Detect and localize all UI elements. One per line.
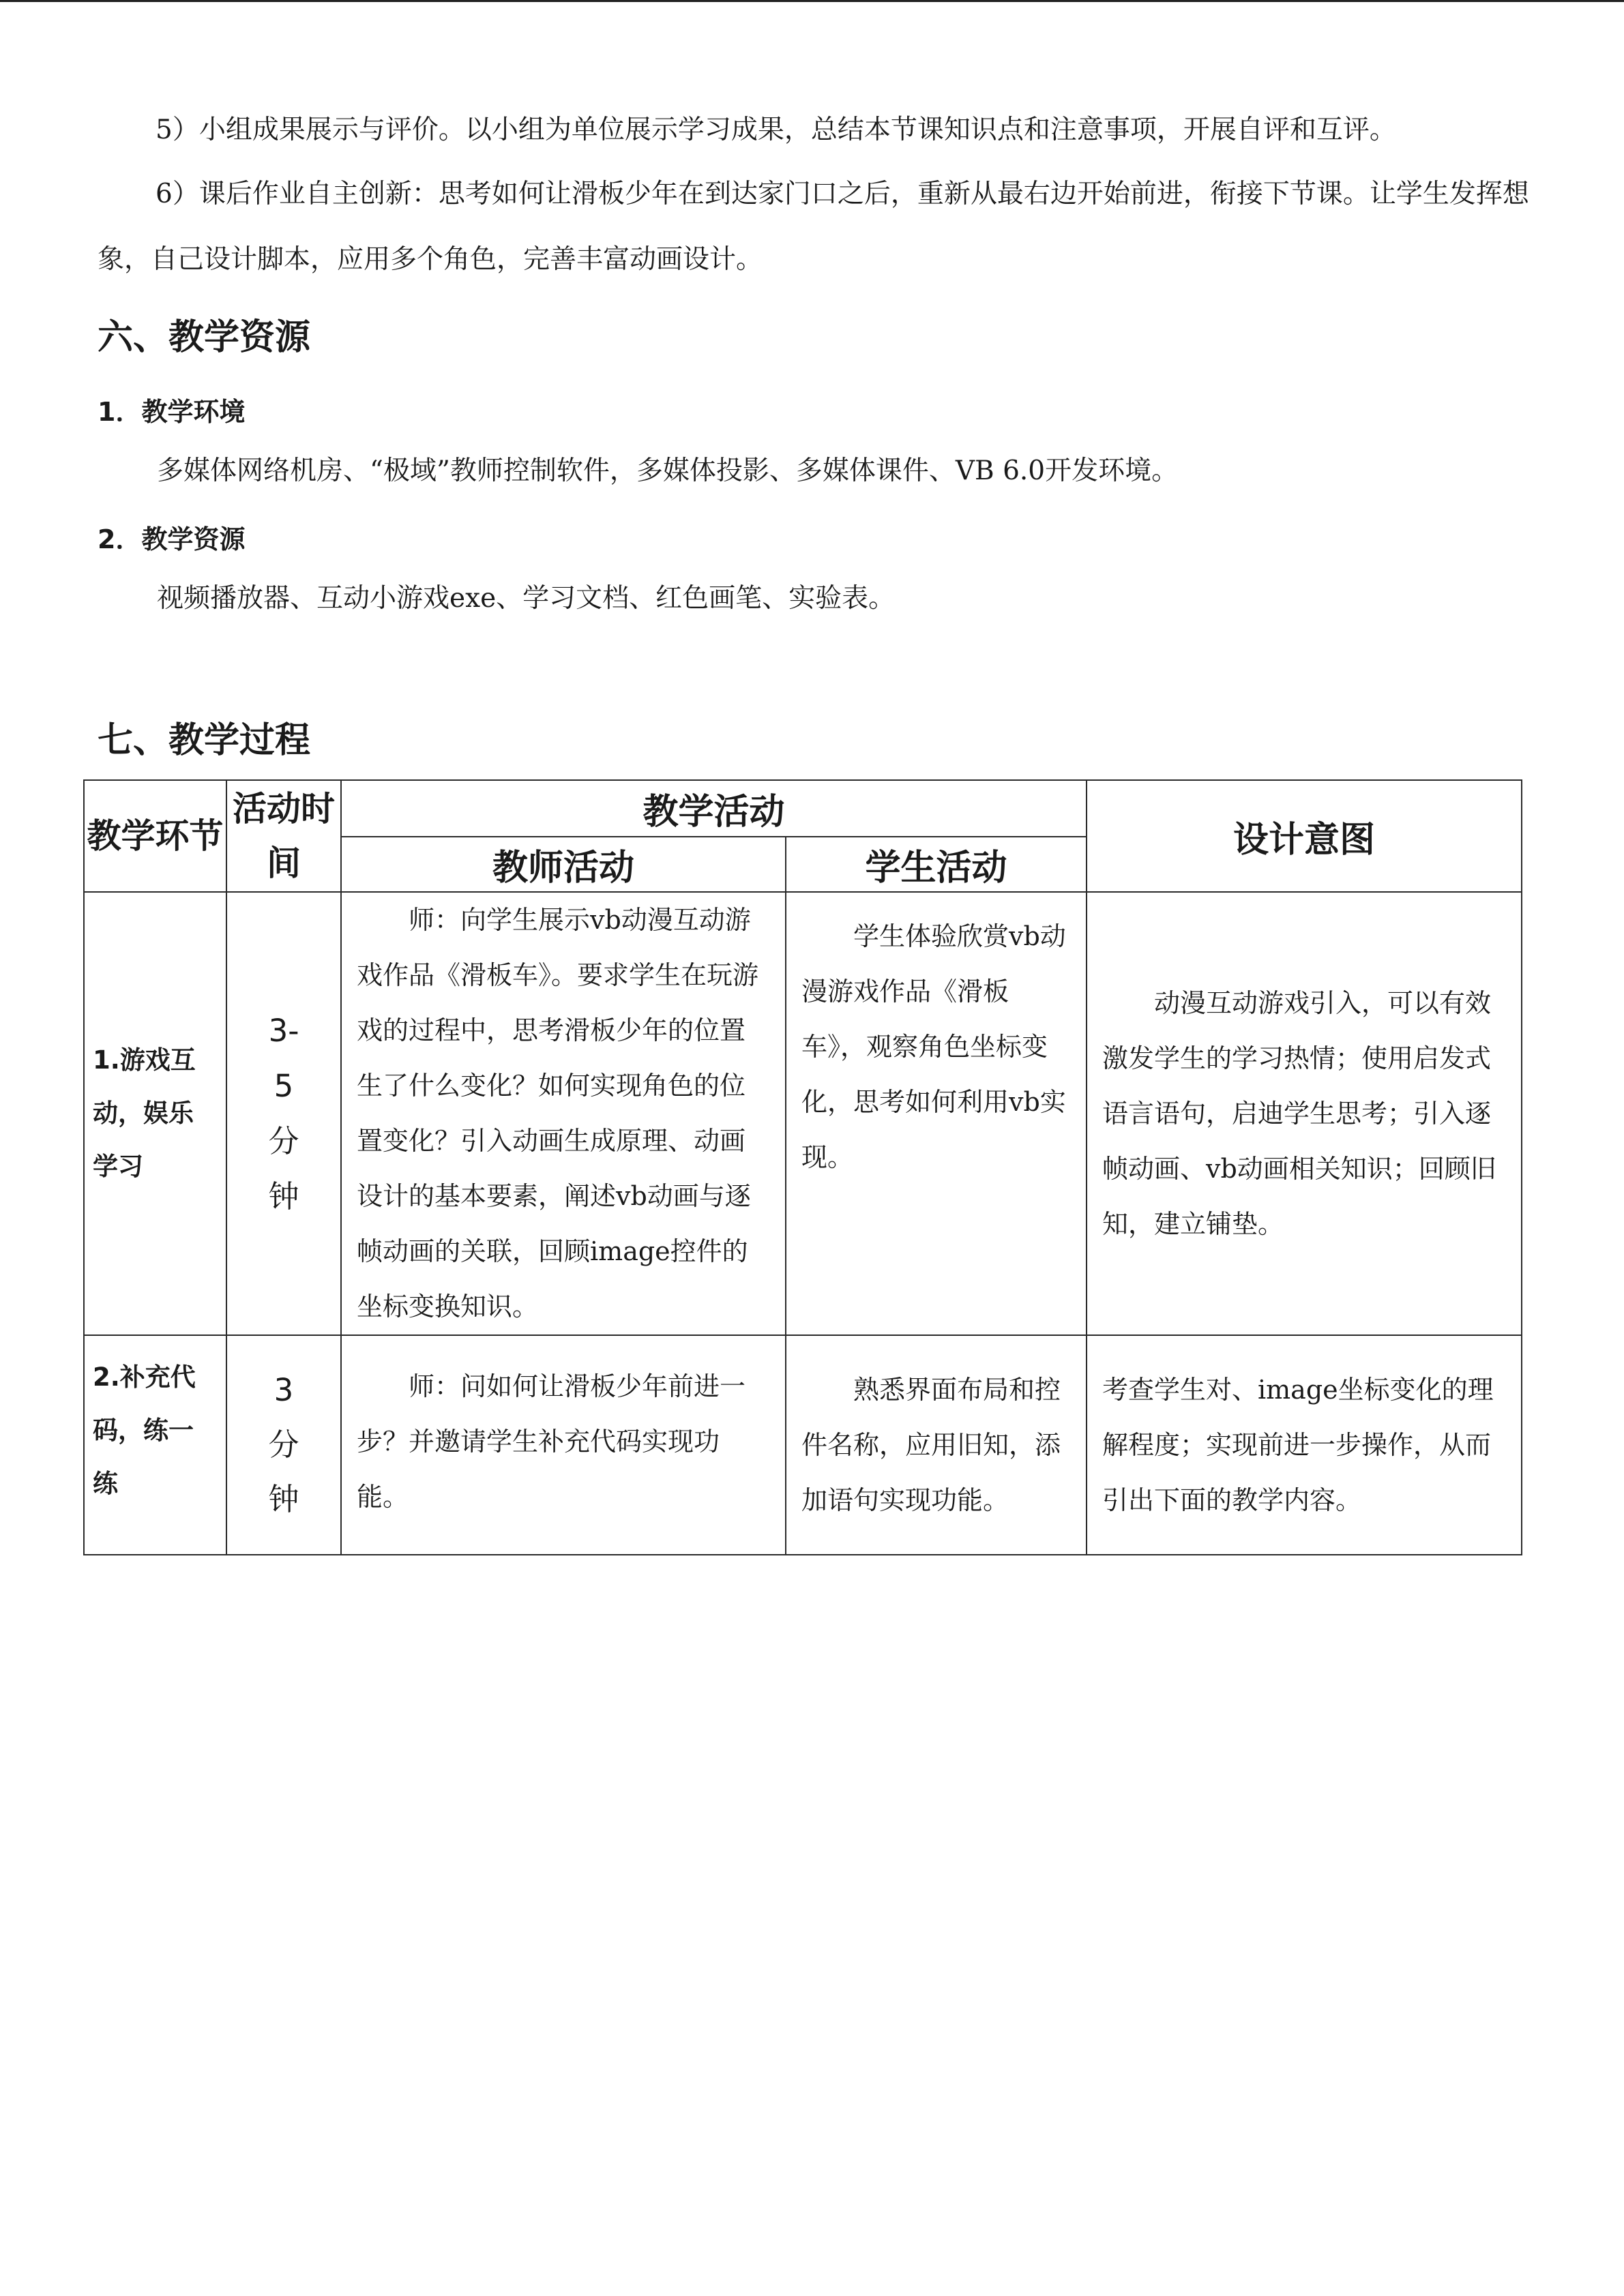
row1-teacher-text: 师：向学生展示vb动漫互动游戏作品《滑板车》。要求学生在玩游戏的过程中，思考滑板少年的位置生了什么变化？如何实现角色的位置变化？引入动画生成原理、动画设计的基本要素，阐述vb动画与逐帧动画的关联，回顾image控件的坐标变换知识。 [357, 905, 759, 1322]
paragraph-6: 6）课后作业自主创新：思考如何让滑板少年在到达家门口之后，重新从最右边开始前进，衔接下节课。让学生发挥想象，自己设计脚本，应用多个角色，完善丰富动画设计。 [98, 179, 1529, 275]
table-row [84, 892, 1522, 1335]
teaching-resources-title: 2．教学资源 [98, 524, 246, 554]
top-border-line [0, 0, 1624, 2]
header-student: 学生活动 [786, 837, 1087, 892]
row1-design-intent [1087, 892, 1522, 1335]
header-stage: 教学环节 [84, 780, 226, 892]
teaching-environment-title: 1．教学环境 [98, 397, 246, 427]
header-teacher: 教师活动 [341, 837, 786, 892]
header-intent: 设计意图 [1087, 780, 1522, 892]
teaching-process-table [83, 779, 1522, 1555]
row1-intent-text: 动漫互动游戏引入，可以有效激发学生的学习热情；使用启发式语言语句，启迪学生思考；引入逐帧动画、vb动画相关知识；回顾旧知，建立铺垫。 [1102, 987, 1496, 1239]
row1-student-activity [786, 892, 1087, 1335]
header-time: 活动时间 [226, 780, 341, 892]
row2-student-text: 熟悉界面布局和控件名称，应用旧知，添加语句实现功能。 [801, 1374, 1061, 1515]
table-row [84, 1335, 1522, 1555]
row1-time: 3-5分钟 [226, 892, 341, 1335]
paragraph-5: 5）小组成果展示与评价。以小组为单位展示学习成果，总结本节课知识点和注意事项，开展自评和互评。 [156, 115, 1396, 145]
row2-intent-text: 考查学生对、image坐标变化的理解程度；实现前进一步操作，从而引出下面的教学内容。 [1102, 1374, 1494, 1515]
teaching-environment-text: 多媒体网络机房、“极域”教师控制软件，多媒体投影、多媒体课件、VB 6.0开发环境。 [157, 456, 1179, 486]
row2-teacher-text: 师：问如何让滑板少年前进一步？并邀请学生补充代码实现功能。 [357, 1371, 746, 1512]
row2-teacher-activity [341, 1335, 786, 1555]
header-activity: 教学活动 [341, 780, 1087, 837]
row2-student-activity [786, 1335, 1087, 1555]
row2-stage: 2.补充代码，练一练 [84, 1335, 226, 1555]
row2-design-intent [1087, 1335, 1522, 1555]
section-7-title: 七、教学过程 [98, 720, 311, 761]
row1-stage: 1.游戏互动，娱乐学习 [84, 892, 226, 1335]
teaching-resources-text: 视频播放器、互动小游戏exe、学习文档、红色画笔、实验表。 [157, 583, 896, 614]
section-6-title: 六、教学资源 [98, 317, 311, 358]
row1-student-text: 学生体验欣赏vb动漫游戏作品《滑板车》，观察角色坐标变化，思考如何利用vb实现。 [801, 921, 1066, 1172]
table-header-row [84, 780, 1522, 837]
row1-teacher-activity [341, 892, 786, 1335]
row2-time: 3分钟 [226, 1335, 341, 1555]
